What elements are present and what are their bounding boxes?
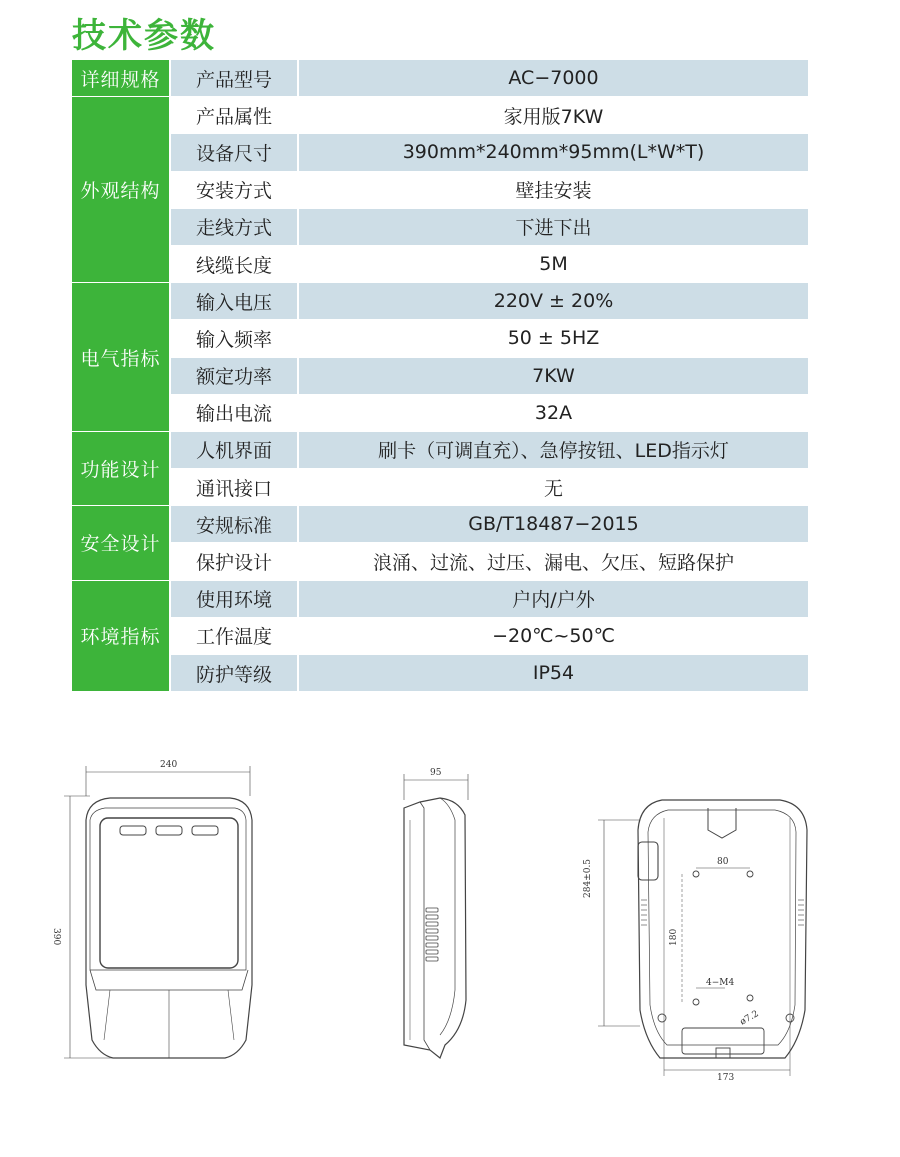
spec-row	[72, 134, 808, 171]
spec-category: 详细规格	[72, 60, 170, 97]
front-height-dim: 390	[51, 928, 61, 946]
spec-row	[72, 617, 808, 654]
back-view-drawing	[583, 800, 807, 1083]
screw-label: 4−M4	[706, 978, 735, 988]
spec-label: 保护设计	[170, 543, 298, 580]
hole-spacing-h-dim: 80	[717, 857, 729, 867]
spec-label: 通讯接口	[170, 469, 298, 506]
spec-label: 线缆长度	[170, 245, 298, 282]
spec-label: 额定功率	[170, 357, 298, 394]
spec-value: 壁挂安装	[298, 171, 808, 208]
side-depth-dim: 95	[430, 768, 442, 778]
spec-row	[72, 431, 808, 468]
spec-row	[72, 283, 808, 320]
spec-value: 50 ± 5HZ	[298, 320, 808, 357]
spec-category: 外观结构	[72, 97, 170, 283]
spec-value: IP54	[298, 655, 808, 692]
spec-value: 下进下出	[298, 208, 808, 245]
spec-category: 安全设计	[72, 506, 170, 580]
front-view-drawing	[51, 760, 252, 1058]
technical-drawings	[0, 740, 900, 1153]
spec-label: 产品型号	[170, 60, 298, 97]
spec-label: 输出电流	[170, 394, 298, 431]
spec-row	[72, 506, 808, 543]
spec-value: 32A	[298, 394, 808, 431]
spec-value: 家用版7KW	[298, 97, 808, 134]
spec-row	[72, 208, 808, 245]
spec-value: 无	[298, 469, 808, 506]
page-title: 技术参数	[72, 16, 216, 56]
spec-label: 设备尺寸	[170, 134, 298, 171]
hole-spacing-v-dim: 180	[669, 928, 679, 946]
spec-row	[72, 171, 808, 208]
spec-label: 走线方式	[170, 208, 298, 245]
spec-label: 输入电压	[170, 283, 298, 320]
spec-value: 刷卡（可调直充）、急停按钮、LED指示灯	[298, 431, 808, 468]
spec-row	[72, 60, 808, 97]
spec-category: 环境指标	[72, 580, 170, 692]
spec-row	[72, 245, 808, 282]
drawings-svg	[0, 740, 900, 1153]
hole-diameter-label: ø7.2	[738, 1009, 761, 1028]
spec-row	[72, 97, 808, 134]
spec-label: 工作温度	[170, 617, 298, 654]
spec-row	[72, 469, 808, 506]
spec-row	[72, 394, 808, 431]
spec-label: 使用环境	[170, 580, 298, 617]
spec-value: 390mm*240mm*95mm(L*W*T)	[298, 134, 808, 171]
spec-row	[72, 543, 808, 580]
spec-value: 浪涌、过流、过压、漏电、欠压、短路保护	[298, 543, 808, 580]
spec-row	[72, 580, 808, 617]
spec-value: −20℃~50℃	[298, 617, 808, 654]
side-view-drawing	[404, 768, 468, 1058]
spec-label: 人机界面	[170, 431, 298, 468]
spec-category: 电气指标	[72, 283, 170, 432]
spec-label: 安装方式	[170, 171, 298, 208]
spec-value: 220V ± 20%	[298, 283, 808, 320]
spec-value: 户内/户外	[298, 580, 808, 617]
spec-row	[72, 320, 808, 357]
front-width-dim: 240	[160, 760, 178, 770]
spec-row	[72, 357, 808, 394]
spec-label: 安规标准	[170, 506, 298, 543]
spec-label: 输入频率	[170, 320, 298, 357]
back-height-dim: 284±0.5	[583, 858, 593, 898]
spec-value: AC−7000	[298, 60, 808, 97]
spec-value: 5M	[298, 245, 808, 282]
spec-label: 产品属性	[170, 97, 298, 134]
spec-row	[72, 655, 808, 692]
spec-category: 功能设计	[72, 431, 170, 505]
spec-label: 防护等级	[170, 655, 298, 692]
spec-value: GB/T18487−2015	[298, 506, 808, 543]
back-width-dim: 173	[717, 1073, 735, 1083]
spec-table	[72, 60, 808, 692]
spec-value: 7KW	[298, 357, 808, 394]
